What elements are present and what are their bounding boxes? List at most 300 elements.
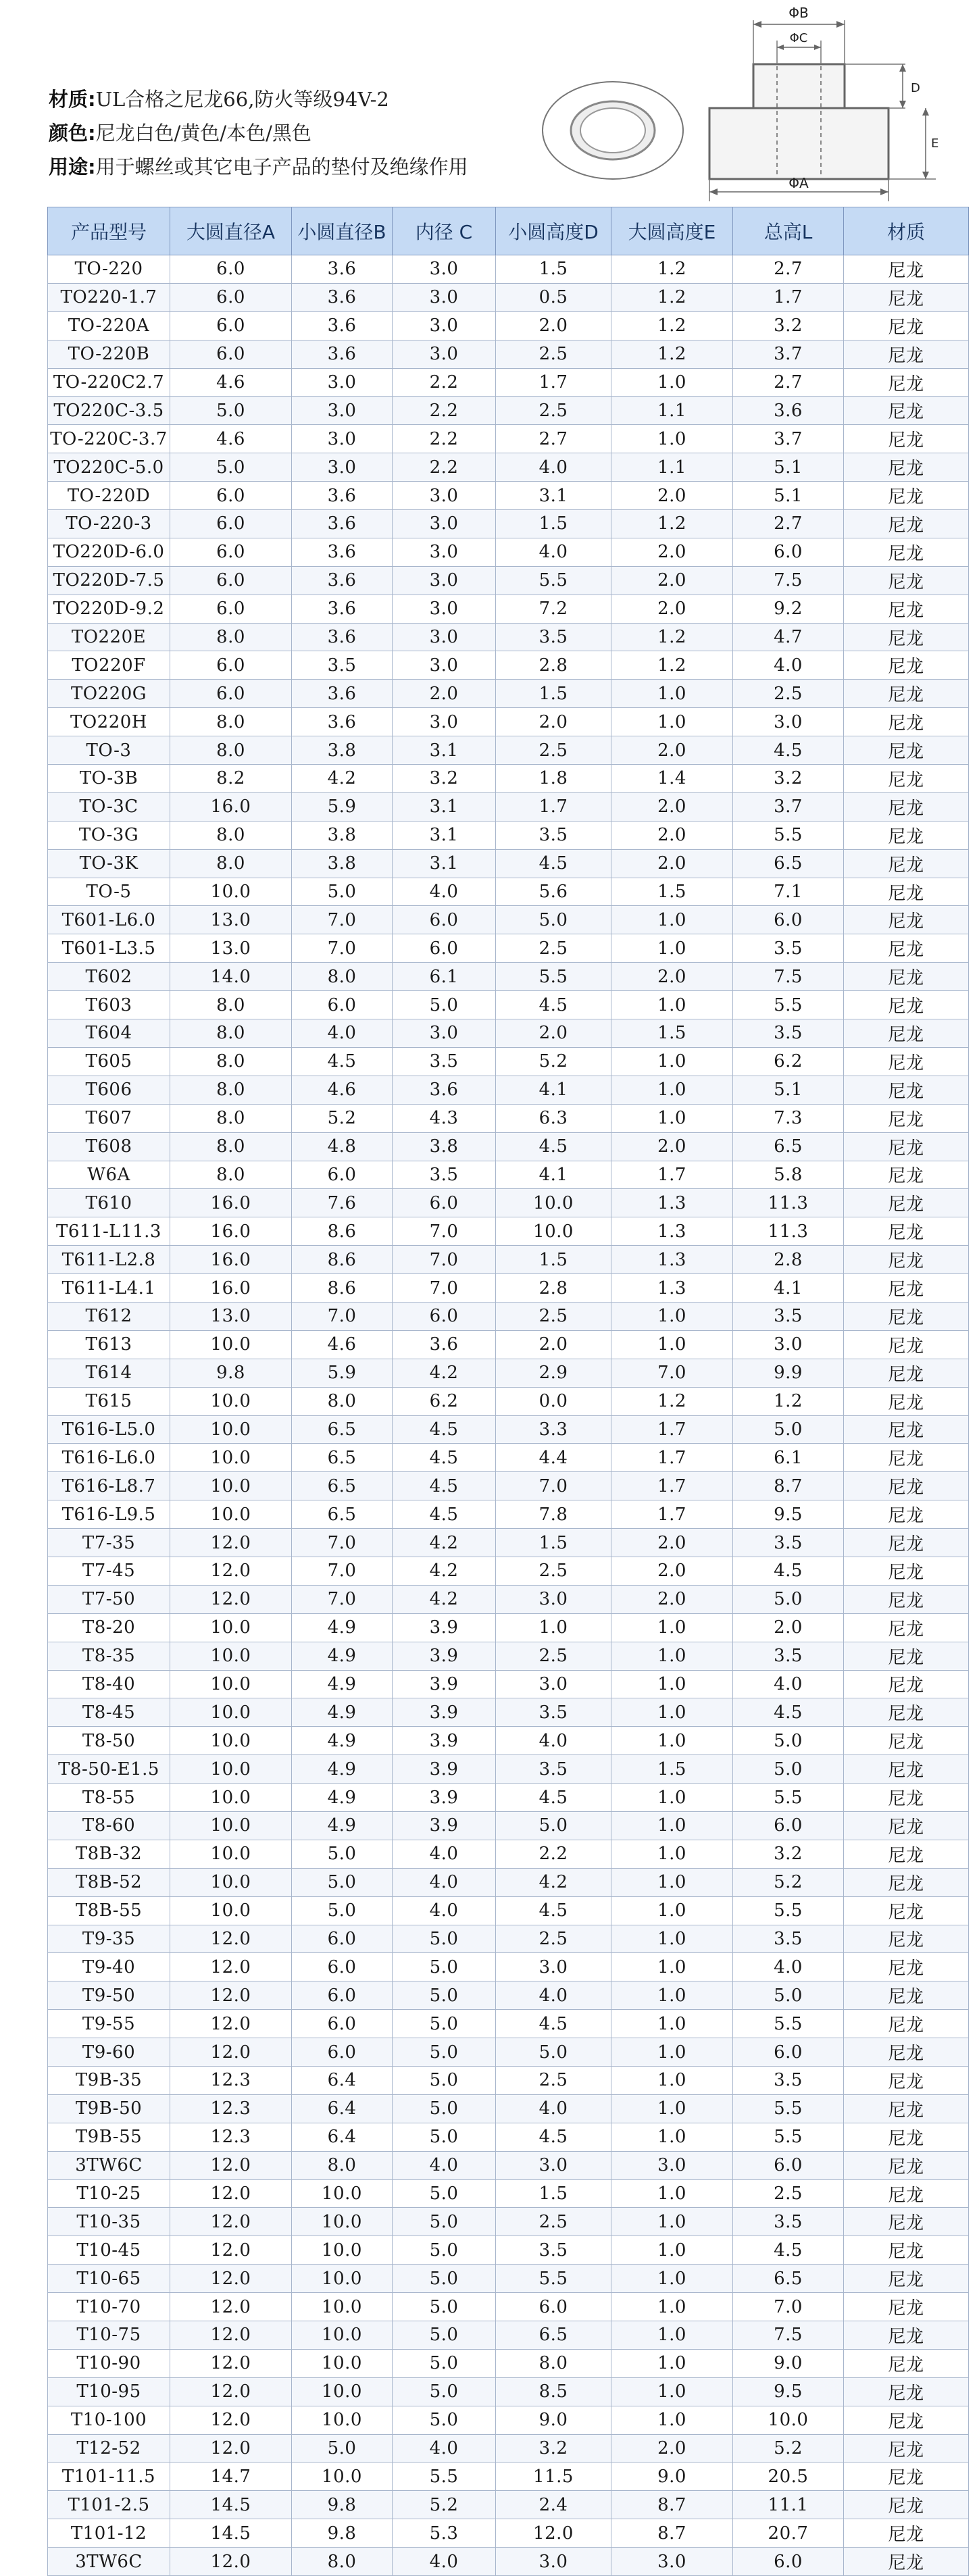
cell-diameter-b: 10.0 bbox=[292, 2179, 393, 2208]
cell-height-d: 2.4 bbox=[496, 2491, 611, 2519]
cell-diameter-b: 3.0 bbox=[292, 397, 393, 425]
cell-material: 尼龙 bbox=[844, 708, 969, 736]
header-small-height-d: 小圆高度D bbox=[496, 207, 611, 255]
cell-height-d: 11.5 bbox=[496, 2463, 611, 2491]
cell-diameter-a: 6.0 bbox=[170, 566, 292, 595]
cell-total-l: 5.5 bbox=[733, 821, 844, 849]
cell-model: TO220F bbox=[48, 651, 170, 680]
cell-total-l: 4.5 bbox=[733, 1557, 844, 1585]
cell-diameter-b: 3.6 bbox=[292, 482, 393, 510]
cell-diameter-a: 14.5 bbox=[170, 2491, 292, 2519]
cell-material: 尼龙 bbox=[844, 1104, 969, 1132]
table-row bbox=[48, 1246, 969, 1274]
cell-height-e: 1.0 bbox=[611, 1613, 733, 1642]
cell-height-d: 3.5 bbox=[496, 821, 611, 849]
cell-diameter-b: 8.0 bbox=[292, 2548, 393, 2576]
cell-diameter-c: 4.0 bbox=[393, 1896, 496, 1925]
cell-total-l: 3.5 bbox=[733, 1302, 844, 1330]
table-row bbox=[48, 538, 969, 566]
table-row bbox=[48, 1132, 969, 1161]
cell-total-l: 3.5 bbox=[733, 934, 844, 963]
cell-diameter-a: 13.0 bbox=[170, 1302, 292, 1330]
table-row bbox=[48, 340, 969, 368]
cell-total-l: 6.0 bbox=[733, 538, 844, 566]
cell-model: T603 bbox=[48, 991, 170, 1019]
cell-height-d: 2.9 bbox=[496, 1359, 611, 1387]
cell-diameter-c: 7.0 bbox=[393, 1217, 496, 1246]
cell-total-l: 5.2 bbox=[733, 1868, 844, 1896]
cell-height-e: 2.0 bbox=[611, 792, 733, 821]
cell-material: 尼龙 bbox=[844, 1189, 969, 1217]
cell-height-e: 1.0 bbox=[611, 1330, 733, 1359]
table-row bbox=[48, 736, 969, 765]
cell-height-e: 1.2 bbox=[611, 311, 733, 340]
cell-diameter-c: 4.2 bbox=[393, 1359, 496, 1387]
cell-model: T616-L6.0 bbox=[48, 1444, 170, 1472]
cell-height-e: 1.0 bbox=[611, 2094, 733, 2123]
cell-total-l: 5.0 bbox=[733, 1755, 844, 1784]
cell-height-e: 1.0 bbox=[611, 1302, 733, 1330]
cell-diameter-b: 7.0 bbox=[292, 1529, 393, 1557]
table-row bbox=[48, 1896, 969, 1925]
cell-model: T9-35 bbox=[48, 1925, 170, 1953]
cell-material: 尼龙 bbox=[844, 1981, 969, 2010]
cell-total-l: 6.0 bbox=[733, 906, 844, 934]
cell-diameter-c: 5.0 bbox=[393, 2038, 496, 2067]
cell-height-d: 8.0 bbox=[496, 2349, 611, 2377]
cell-height-d: 4.0 bbox=[496, 453, 611, 482]
cell-diameter-b: 10.0 bbox=[292, 2377, 393, 2406]
cell-total-l: 6.5 bbox=[733, 2265, 844, 2293]
cell-diameter-c: 5.0 bbox=[393, 2010, 496, 2038]
cell-model: TO-3 bbox=[48, 736, 170, 765]
cell-material: 尼龙 bbox=[844, 397, 969, 425]
cell-diameter-a: 8.0 bbox=[170, 1132, 292, 1161]
table-row bbox=[48, 1670, 969, 1698]
cell-diameter-c: 2.0 bbox=[393, 680, 496, 708]
table-row bbox=[48, 1359, 969, 1387]
cell-diameter-c: 5.0 bbox=[393, 2377, 496, 2406]
cell-diameter-a: 10.0 bbox=[170, 1472, 292, 1500]
cell-diameter-b: 6.5 bbox=[292, 1500, 393, 1529]
cell-diameter-c: 5.0 bbox=[393, 2349, 496, 2377]
cell-height-d: 2.5 bbox=[496, 2067, 611, 2095]
cell-model: T12-52 bbox=[48, 2434, 170, 2463]
cell-model: T612 bbox=[48, 1302, 170, 1330]
cell-diameter-b: 3.8 bbox=[292, 821, 393, 849]
cell-height-d: 5.2 bbox=[496, 1047, 611, 1076]
cell-model: T101-2.5 bbox=[48, 2491, 170, 2519]
cell-height-e: 1.0 bbox=[611, 1698, 733, 1727]
cell-model: T101-11.5 bbox=[48, 2463, 170, 2491]
cell-total-l: 3.5 bbox=[733, 1925, 844, 1953]
cell-material: 尼龙 bbox=[844, 2321, 969, 2350]
cell-total-l: 10.0 bbox=[733, 2406, 844, 2434]
cell-diameter-c: 3.5 bbox=[393, 1047, 496, 1076]
cell-model: TO-3B bbox=[48, 765, 170, 793]
cell-total-l: 6.5 bbox=[733, 1132, 844, 1161]
cell-diameter-c: 6.0 bbox=[393, 1302, 496, 1330]
cell-diameter-a: 12.0 bbox=[170, 1557, 292, 1585]
table-row bbox=[48, 1302, 969, 1330]
cell-material: 尼龙 bbox=[844, 2463, 969, 2491]
cell-diameter-c: 3.6 bbox=[393, 1076, 496, 1104]
cell-diameter-c: 4.5 bbox=[393, 1415, 496, 1444]
cell-height-e: 1.1 bbox=[611, 453, 733, 482]
cell-material: 尼龙 bbox=[844, 311, 969, 340]
cell-height-d: 3.0 bbox=[496, 2151, 611, 2179]
cell-diameter-a: 8.0 bbox=[170, 991, 292, 1019]
cell-diameter-a: 12.3 bbox=[170, 2123, 292, 2151]
cell-diameter-b: 7.0 bbox=[292, 1557, 393, 1585]
cell-diameter-a: 12.0 bbox=[170, 2293, 292, 2321]
table-row bbox=[48, 1642, 969, 1670]
cell-total-l: 4.5 bbox=[733, 736, 844, 765]
cell-diameter-b: 3.8 bbox=[292, 736, 393, 765]
cell-diameter-a: 12.0 bbox=[170, 2208, 292, 2236]
table-row bbox=[48, 623, 969, 651]
cell-diameter-b: 6.0 bbox=[292, 2038, 393, 2067]
cell-diameter-b: 3.6 bbox=[292, 510, 393, 538]
cell-diameter-b: 3.5 bbox=[292, 651, 393, 680]
cell-material: 尼龙 bbox=[844, 2434, 969, 2463]
cell-height-e: 1.0 bbox=[611, 2321, 733, 2350]
cell-total-l: 4.1 bbox=[733, 1274, 844, 1303]
cell-diameter-c: 3.0 bbox=[393, 340, 496, 368]
cell-height-d: 2.5 bbox=[496, 1302, 611, 1330]
cell-material: 尼龙 bbox=[844, 2038, 969, 2067]
cell-height-d: 4.2 bbox=[496, 1868, 611, 1896]
cell-diameter-b: 4.9 bbox=[292, 1811, 393, 1840]
cell-total-l: 5.1 bbox=[733, 453, 844, 482]
cell-diameter-b: 4.5 bbox=[292, 1047, 393, 1076]
cell-diameter-a: 12.0 bbox=[170, 1925, 292, 1953]
cell-model: T8-55 bbox=[48, 1784, 170, 1812]
cell-diameter-c: 3.8 bbox=[393, 1132, 496, 1161]
cell-diameter-a: 6.0 bbox=[170, 538, 292, 566]
cell-diameter-a: 12.0 bbox=[170, 2377, 292, 2406]
cell-diameter-b: 8.6 bbox=[292, 1274, 393, 1303]
cell-total-l: 6.2 bbox=[733, 1047, 844, 1076]
cell-diameter-a: 12.3 bbox=[170, 2067, 292, 2095]
cell-height-d: 5.0 bbox=[496, 2038, 611, 2067]
cell-height-d: 3.1 bbox=[496, 482, 611, 510]
cell-material: 尼龙 bbox=[844, 283, 969, 311]
cell-diameter-b: 3.6 bbox=[292, 255, 393, 284]
cell-diameter-a: 8.0 bbox=[170, 1161, 292, 1189]
cell-total-l: 5.5 bbox=[733, 2094, 844, 2123]
cell-diameter-c: 3.9 bbox=[393, 1755, 496, 1784]
cell-diameter-c: 4.0 bbox=[393, 2548, 496, 2576]
cell-height-e: 1.0 bbox=[611, 2067, 733, 2095]
cell-material: 尼龙 bbox=[844, 1755, 969, 1784]
cell-height-d: 2.5 bbox=[496, 1642, 611, 1670]
cell-height-e: 1.7 bbox=[611, 1500, 733, 1529]
cell-model: TO-220A bbox=[48, 311, 170, 340]
cell-height-d: 1.7 bbox=[496, 368, 611, 397]
cell-height-d: 2.8 bbox=[496, 1274, 611, 1303]
table-row bbox=[48, 1585, 969, 1613]
cell-model: T616-L8.7 bbox=[48, 1472, 170, 1500]
cell-total-l: 5.5 bbox=[733, 1784, 844, 1812]
cell-material: 尼龙 bbox=[844, 1415, 969, 1444]
cell-material: 尼龙 bbox=[844, 1019, 969, 1048]
cell-height-e: 1.2 bbox=[611, 510, 733, 538]
cell-height-e: 1.4 bbox=[611, 765, 733, 793]
cell-model: T601-L3.5 bbox=[48, 934, 170, 963]
cell-diameter-b: 10.0 bbox=[292, 2349, 393, 2377]
cell-model: T8-40 bbox=[48, 1670, 170, 1698]
cell-diameter-b: 4.9 bbox=[292, 1613, 393, 1642]
table-row bbox=[48, 1161, 969, 1189]
cell-total-l: 6.0 bbox=[733, 2151, 844, 2179]
cell-diameter-c: 4.0 bbox=[393, 1840, 496, 1868]
cell-height-d: 3.5 bbox=[496, 2236, 611, 2265]
cell-model: T8B-52 bbox=[48, 1868, 170, 1896]
cell-diameter-b: 4.2 bbox=[292, 765, 393, 793]
cell-height-e: 1.0 bbox=[611, 1076, 733, 1104]
cell-model: T615 bbox=[48, 1387, 170, 1415]
table-row bbox=[48, 368, 969, 397]
table-row bbox=[48, 2179, 969, 2208]
cell-material: 尼龙 bbox=[844, 1953, 969, 1981]
cell-model: T9-50 bbox=[48, 1981, 170, 2010]
cell-diameter-c: 5.0 bbox=[393, 2123, 496, 2151]
cell-total-l: 1.7 bbox=[733, 283, 844, 311]
cell-model: W6A bbox=[48, 1161, 170, 1189]
cell-diameter-c: 5.0 bbox=[393, 2067, 496, 2095]
cell-diameter-c: 5.3 bbox=[393, 2519, 496, 2548]
cell-material: 尼龙 bbox=[844, 1217, 969, 1246]
cell-height-e: 1.0 bbox=[611, 1868, 733, 1896]
cell-diameter-c: 3.0 bbox=[393, 482, 496, 510]
cell-material: 尼龙 bbox=[844, 1274, 969, 1303]
cell-total-l: 5.0 bbox=[733, 1585, 844, 1613]
material-line bbox=[49, 82, 468, 116]
cell-height-d: 3.2 bbox=[496, 2434, 611, 2463]
cell-height-d: 2.0 bbox=[496, 1330, 611, 1359]
cell-diameter-a: 10.0 bbox=[170, 1642, 292, 1670]
table-row bbox=[48, 1925, 969, 1953]
cell-diameter-b: 6.4 bbox=[292, 2094, 393, 2123]
cell-total-l: 7.0 bbox=[733, 2293, 844, 2321]
cell-diameter-c: 4.0 bbox=[393, 878, 496, 906]
cell-diameter-a: 6.0 bbox=[170, 595, 292, 623]
label-e: E bbox=[931, 136, 939, 151]
cell-height-e: 8.7 bbox=[611, 2491, 733, 2519]
cell-height-e: 2.0 bbox=[611, 566, 733, 595]
cell-height-d: 1.5 bbox=[496, 2179, 611, 2208]
cell-total-l: 9.5 bbox=[733, 2377, 844, 2406]
cell-height-d: 5.6 bbox=[496, 878, 611, 906]
cell-height-d: 3.0 bbox=[496, 1585, 611, 1613]
cell-model: 3TW6C bbox=[48, 2548, 170, 2576]
cell-model: T10-95 bbox=[48, 2377, 170, 2406]
table-row bbox=[48, 1047, 969, 1076]
cell-diameter-c: 5.0 bbox=[393, 2406, 496, 2434]
header-material: 材质 bbox=[844, 207, 969, 255]
usage-text: 用于螺丝或其它电子产品的垫付及绝缘作用 bbox=[95, 155, 468, 178]
table-row bbox=[48, 651, 969, 680]
cell-diameter-a: 10.0 bbox=[170, 1500, 292, 1529]
cell-height-e: 1.0 bbox=[611, 1047, 733, 1076]
cell-height-d: 2.0 bbox=[496, 708, 611, 736]
table-row bbox=[48, 1698, 969, 1727]
table-body bbox=[48, 255, 969, 2576]
cell-diameter-a: 6.0 bbox=[170, 311, 292, 340]
cell-model: TO-3K bbox=[48, 849, 170, 878]
table-row bbox=[48, 1500, 969, 1529]
cell-height-e: 1.0 bbox=[611, 2038, 733, 2067]
cell-diameter-c: 3.0 bbox=[393, 1019, 496, 1048]
cell-diameter-b: 3.0 bbox=[292, 368, 393, 397]
cell-material: 尼龙 bbox=[844, 736, 969, 765]
cell-height-d: 4.0 bbox=[496, 1981, 611, 2010]
cell-diameter-b: 4.0 bbox=[292, 1019, 393, 1048]
cell-material: 尼龙 bbox=[844, 255, 969, 284]
cell-height-e: 1.2 bbox=[611, 283, 733, 311]
cell-height-d: 1.7 bbox=[496, 792, 611, 821]
color-label: 颜色: bbox=[49, 122, 96, 145]
cell-material: 尼龙 bbox=[844, 651, 969, 680]
cell-diameter-a: 9.8 bbox=[170, 1359, 292, 1387]
cell-model: TO-3C bbox=[48, 792, 170, 821]
cell-diameter-a: 16.0 bbox=[170, 1217, 292, 1246]
cell-height-e: 1.0 bbox=[611, 368, 733, 397]
cell-diameter-b: 9.8 bbox=[292, 2491, 393, 2519]
cell-diameter-a: 6.0 bbox=[170, 283, 292, 311]
cell-diameter-a: 8.0 bbox=[170, 623, 292, 651]
cell-material: 尼龙 bbox=[844, 2293, 969, 2321]
cell-diameter-a: 12.0 bbox=[170, 2406, 292, 2434]
cell-height-d: 2.5 bbox=[496, 736, 611, 765]
table-row bbox=[48, 1727, 969, 1755]
cell-height-e: 1.0 bbox=[611, 708, 733, 736]
cell-height-e: 1.0 bbox=[611, 934, 733, 963]
cell-material: 尼龙 bbox=[844, 1784, 969, 1812]
cell-total-l: 4.5 bbox=[733, 1698, 844, 1727]
cell-material: 尼龙 bbox=[844, 453, 969, 482]
cell-model: T10-70 bbox=[48, 2293, 170, 2321]
cell-height-d: 3.5 bbox=[496, 623, 611, 651]
cell-diameter-a: 10.0 bbox=[170, 1784, 292, 1812]
cell-diameter-a: 4.6 bbox=[170, 425, 292, 453]
cell-diameter-b: 8.0 bbox=[292, 2151, 393, 2179]
cell-model: T10-100 bbox=[48, 2406, 170, 2434]
cell-height-e: 2.0 bbox=[611, 1585, 733, 1613]
cell-diameter-b: 6.5 bbox=[292, 1415, 393, 1444]
cell-diameter-c: 5.0 bbox=[393, 2208, 496, 2236]
cell-diameter-a: 12.0 bbox=[170, 2010, 292, 2038]
cell-height-d: 4.5 bbox=[496, 1132, 611, 1161]
cell-diameter-c: 4.5 bbox=[393, 1500, 496, 1529]
table-row bbox=[48, 849, 969, 878]
cell-total-l: 2.0 bbox=[733, 1613, 844, 1642]
cell-diameter-c: 2.2 bbox=[393, 453, 496, 482]
cell-material: 尼龙 bbox=[844, 482, 969, 510]
cell-material: 尼龙 bbox=[844, 510, 969, 538]
cell-diameter-a: 10.0 bbox=[170, 1727, 292, 1755]
cell-height-d: 4.5 bbox=[496, 2123, 611, 2151]
cell-height-e: 1.0 bbox=[611, 991, 733, 1019]
cell-model: T10-65 bbox=[48, 2265, 170, 2293]
cell-material: 尼龙 bbox=[844, 623, 969, 651]
cell-material: 尼龙 bbox=[844, 1585, 969, 1613]
cell-total-l: 11.3 bbox=[733, 1189, 844, 1217]
cell-model: T8-50 bbox=[48, 1727, 170, 1755]
cell-height-d: 4.5 bbox=[496, 1784, 611, 1812]
cell-height-e: 1.2 bbox=[611, 623, 733, 651]
cell-height-d: 3.0 bbox=[496, 1953, 611, 1981]
cell-diameter-a: 6.0 bbox=[170, 651, 292, 680]
cell-diameter-a: 12.0 bbox=[170, 2151, 292, 2179]
table-row bbox=[48, 1981, 969, 2010]
cell-material: 尼龙 bbox=[844, 1359, 969, 1387]
cell-diameter-b: 5.0 bbox=[292, 2434, 393, 2463]
cell-total-l: 2.5 bbox=[733, 680, 844, 708]
header-small-diameter-b: 小圆直径B bbox=[292, 207, 393, 255]
cell-height-d: 4.5 bbox=[496, 1896, 611, 1925]
cell-diameter-a: 12.0 bbox=[170, 2349, 292, 2377]
cell-total-l: 7.1 bbox=[733, 878, 844, 906]
cell-height-d: 4.4 bbox=[496, 1444, 611, 1472]
cell-total-l: 8.7 bbox=[733, 1472, 844, 1500]
cell-total-l: 9.0 bbox=[733, 2349, 844, 2377]
cell-diameter-c: 3.0 bbox=[393, 623, 496, 651]
cell-diameter-c: 6.2 bbox=[393, 1387, 496, 1415]
cell-diameter-b: 6.0 bbox=[292, 1161, 393, 1189]
cell-height-e: 1.0 bbox=[611, 425, 733, 453]
cell-diameter-c: 5.0 bbox=[393, 1953, 496, 1981]
cell-height-e: 1.0 bbox=[611, 2208, 733, 2236]
cell-total-l: 4.0 bbox=[733, 1670, 844, 1698]
cell-material: 尼龙 bbox=[844, 1840, 969, 1868]
table-row bbox=[48, 2094, 969, 2123]
cell-diameter-a: 12.0 bbox=[170, 2265, 292, 2293]
cell-diameter-b: 3.0 bbox=[292, 453, 393, 482]
cell-material: 尼龙 bbox=[844, 1925, 969, 1953]
cell-total-l: 6.1 bbox=[733, 1444, 844, 1472]
cell-total-l: 3.5 bbox=[733, 2067, 844, 2095]
cell-material: 尼龙 bbox=[844, 934, 969, 963]
table-row bbox=[48, 2321, 969, 2350]
usage-line bbox=[49, 150, 468, 184]
cell-height-d: 2.5 bbox=[496, 1925, 611, 1953]
cell-total-l: 2.7 bbox=[733, 510, 844, 538]
table-row bbox=[48, 510, 969, 538]
cell-height-d: 1.5 bbox=[496, 680, 611, 708]
cell-total-l: 7.5 bbox=[733, 2321, 844, 2350]
cell-height-d: 5.5 bbox=[496, 963, 611, 991]
cell-material: 尼龙 bbox=[844, 2094, 969, 2123]
cell-height-e: 1.3 bbox=[611, 1189, 733, 1217]
cell-height-d: 10.0 bbox=[496, 1217, 611, 1246]
cell-height-d: 4.1 bbox=[496, 1076, 611, 1104]
table-row bbox=[48, 2491, 969, 2519]
cell-material: 尼龙 bbox=[844, 2123, 969, 2151]
cell-height-e: 2.0 bbox=[611, 1529, 733, 1557]
cell-height-d: 9.0 bbox=[496, 2406, 611, 2434]
cell-diameter-b: 10.0 bbox=[292, 2406, 393, 2434]
cell-model: T9-40 bbox=[48, 1953, 170, 1981]
cell-total-l: 5.1 bbox=[733, 1076, 844, 1104]
cell-diameter-b: 5.2 bbox=[292, 1104, 393, 1132]
color-line bbox=[49, 116, 468, 150]
cell-height-e: 2.0 bbox=[611, 736, 733, 765]
table-row bbox=[48, 595, 969, 623]
cell-height-d: 7.8 bbox=[496, 1500, 611, 1529]
cell-total-l: 7.3 bbox=[733, 1104, 844, 1132]
